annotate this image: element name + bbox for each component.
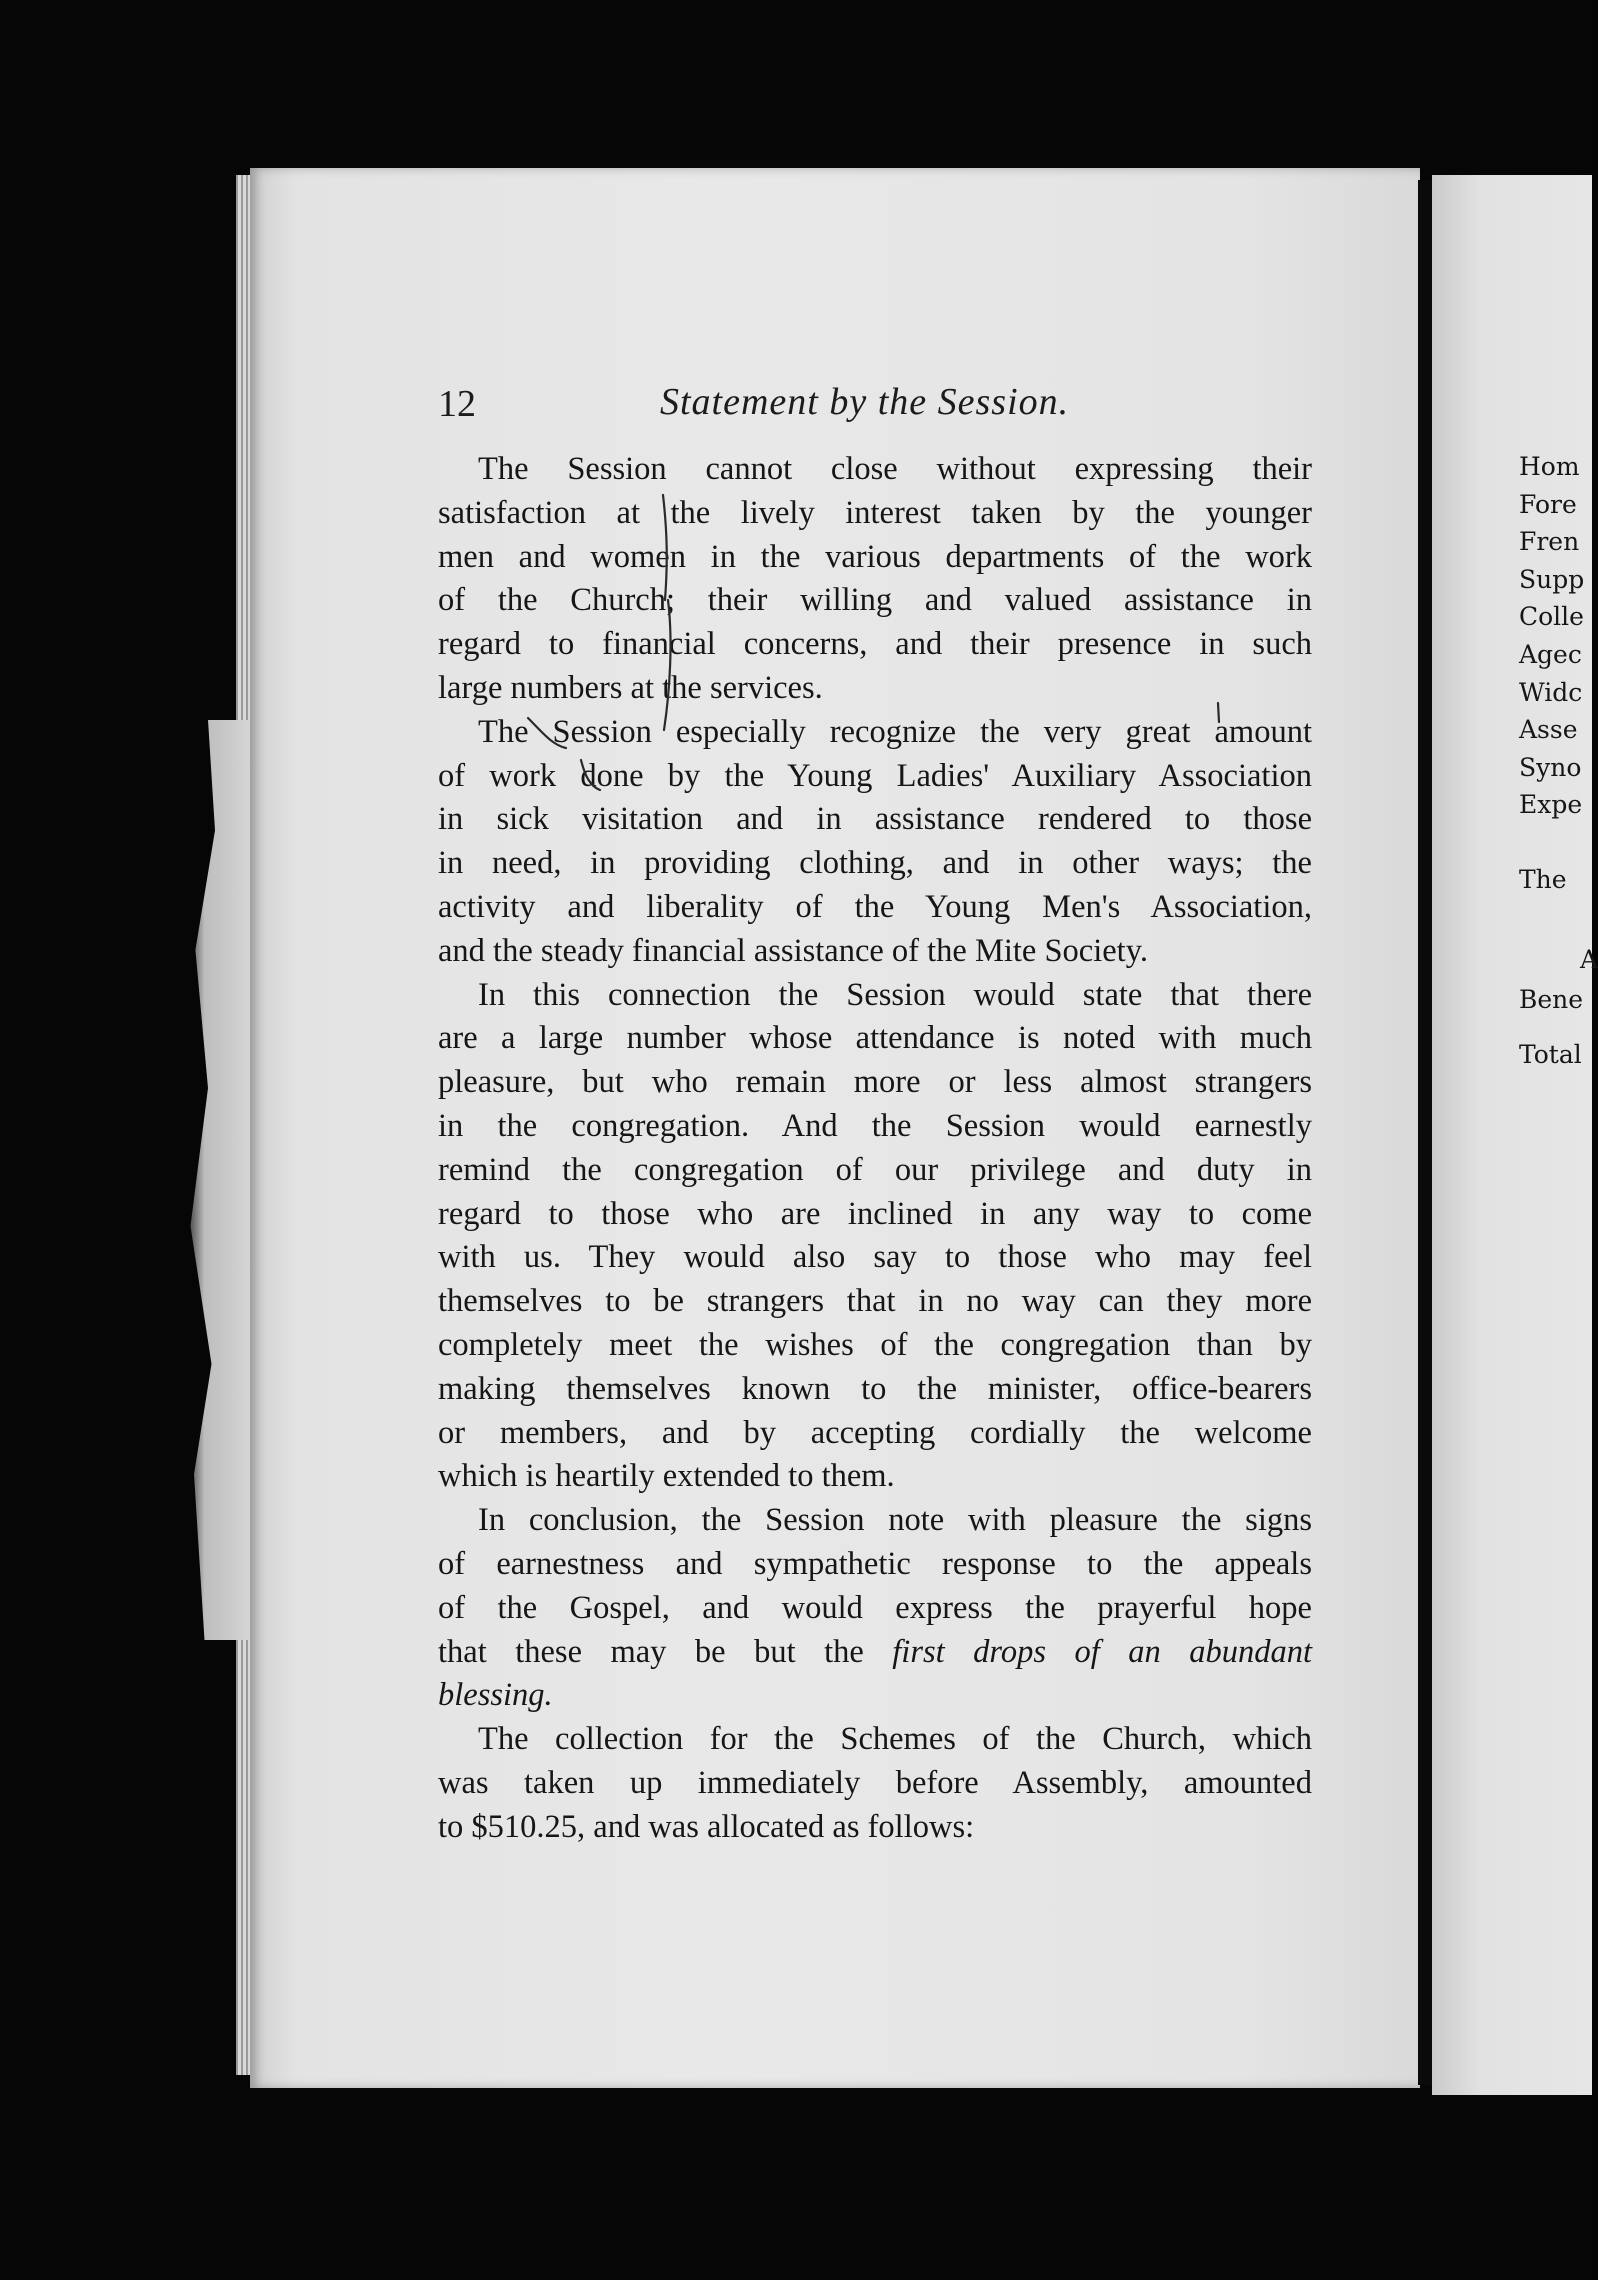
facing-page-list-item: Expe (1519, 790, 1583, 820)
text-line-plain: was taken up immediately before Assembly, amounted (438, 1764, 1312, 1801)
text-line-plain: completely meet the wishes of the congregation than by (438, 1326, 1312, 1363)
text-line-plain: in sick visitation and in assistance rendered to those (438, 801, 1312, 838)
text-line-plain: large numbers at the services. (438, 669, 823, 706)
text-line-plain: regard to those who are inclined in any way to come (438, 1195, 1312, 1232)
text-line-italic: blessing. (438, 1677, 553, 1714)
text-line-plain: regard to financial concerns, and their presence in such (438, 626, 1312, 663)
facing-page-list-item: Agec (1519, 639, 1582, 669)
text-line-plain: making themselves known to the minister, office-bearers (438, 1370, 1312, 1407)
text-line-plain: in the congregation. And the Session would earnestly (438, 1107, 1312, 1144)
facing-page-a: A (1580, 945, 1598, 974)
text-line-plain: The collection for the Schemes of the Church, which (478, 1721, 1312, 1758)
facing-page-bene: Bene (1519, 985, 1584, 1014)
running-title: Statement by the Session. (660, 381, 1070, 423)
page-number: 12 (438, 383, 476, 425)
text-line-plain: activity and liberality of the Young Men's Association, (438, 888, 1312, 925)
text-line-plain: that these may be but the (438, 1633, 893, 1670)
text-line-plain: The Session especially recognize the very great amount (478, 713, 1312, 750)
facing-page-list-item: Fore (1519, 489, 1577, 519)
text-line-italic: first drops of an abundant (892, 1633, 1312, 1670)
text-line-plain: In conclusion, the Session note with pleasure the signs (478, 1502, 1312, 1539)
text-line-plain: of earnestness and sympathetic response to the appeals (438, 1545, 1312, 1582)
facing-page-list-item: Colle (1519, 602, 1584, 632)
text-line-plain: with us. They would also say to those who may feel (438, 1239, 1312, 1276)
text-line-plain: men and women in the various departments of the work (438, 538, 1312, 575)
text-line-plain: of work done by the Young Ladies' Auxiliary Association (438, 757, 1312, 794)
text-line-plain: to $510.25, and was allocated as follows: (438, 1808, 975, 1845)
text-line-plain: or members, and by accepting cordially the welcome (438, 1414, 1312, 1451)
facing-page-total: Total (1519, 1040, 1582, 1069)
text-line-plain: in need, in providing clothing, and in other ways; the (438, 845, 1312, 882)
text-line-plain: themselves to be strangers that in no way can they more (438, 1283, 1312, 1320)
facing-page-list-item: Widc (1519, 677, 1583, 707)
text-line-plain: In this connection the Session would state that there (478, 976, 1312, 1013)
facing-page-list-item: Supp (1519, 564, 1585, 594)
text-line-plain: which is heartily extended to them. (438, 1458, 895, 1495)
text-line-plain: The Session cannot close without expressing their (478, 451, 1312, 487)
text-line-plain: remind the congregation of our privilege and duty in (438, 1151, 1312, 1188)
text-line-plain: of the Gospel, and would express the prayerful hope (438, 1589, 1312, 1626)
text-line-plain: are a large number whose attendance is noted with much (438, 1020, 1312, 1057)
facing-page-list-item: Asse (1519, 715, 1578, 745)
facing-page-list-item: Hom (1519, 452, 1580, 481)
facing-page-the: The (1519, 865, 1567, 894)
text-line-plain: of the Church; their willing and valued assistance in (438, 582, 1312, 619)
facing-page-list-item: Syno (1519, 752, 1582, 782)
facing-page-list-item: Fren (1519, 527, 1580, 557)
text-line-plain: pleasure, but who remain more or less almost strangers (438, 1064, 1312, 1101)
text-line-plain: and the steady financial assistance of the Mite Society. (438, 932, 1148, 969)
text-line-plain: satisfaction at the lively interest taken by the younger (438, 494, 1312, 531)
